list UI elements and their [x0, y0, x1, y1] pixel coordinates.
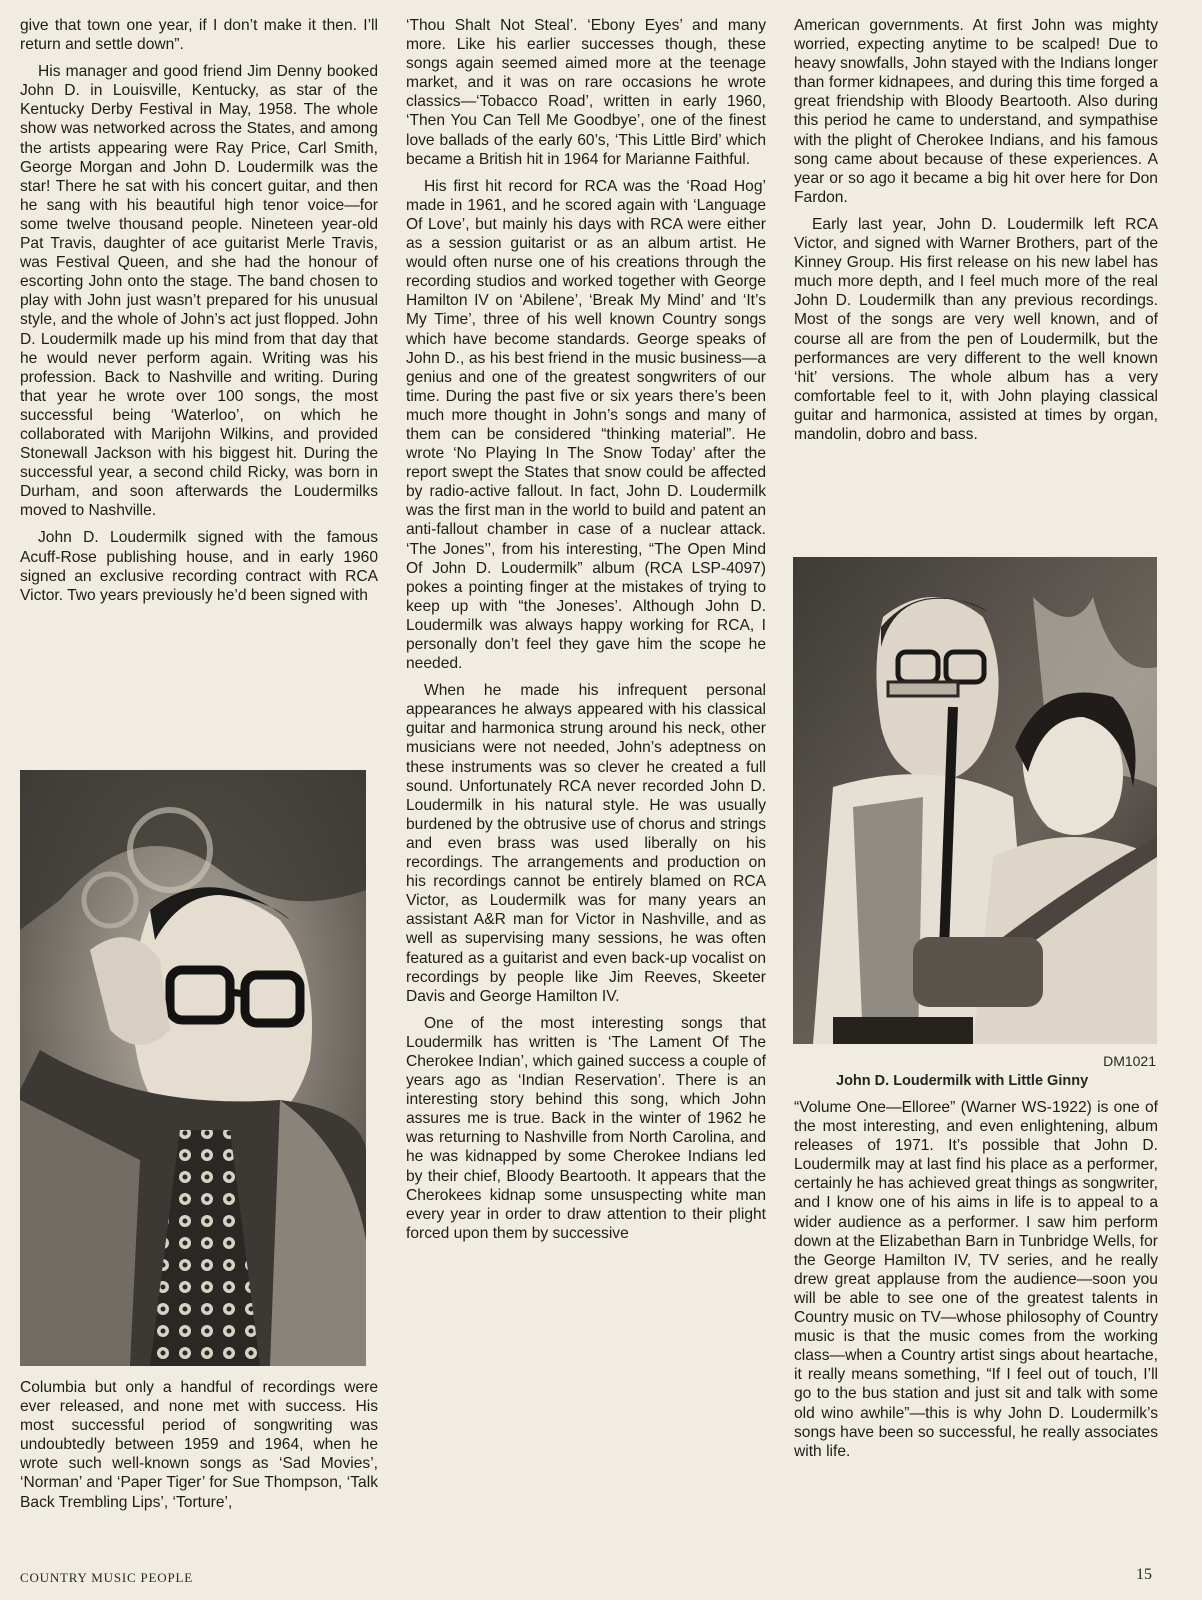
- magazine-name: COUNTRY MUSIC PEOPLE: [20, 1570, 193, 1585]
- column-1-top-text: [20, 16, 378, 613]
- paragraph: American governments. At first John was mighty worried, expecting anytime to be scalped! Due to heavy snowfalls, John stayed with the Indians longer than former kidnapees, and during this time forged a great friendship with Bloody Beartooth. Also during this period he came to understand, and sympathise with the plight of Cherokee Indians, and his famous song came about because of these experiences. A year or so ago it became a big hit over here for Don Fardon.: [794, 17, 1158, 206]
- photo-loudermilk-with-little-ginny-image: [793, 557, 1157, 1044]
- paragraph: Early last year, John D. Loudermilk left RCA Victor, and signed with Warner Brothers, part of the Kinney Group. His first release on his new label has much more depth, and I feel much more of the real John D. Loudermilk than any previous recordings. Most of the songs are very well known, and of course all are from the pen of Loudermilk, but the performances are very different to the well known ‘hit’ versions. The whole album has a very comfortable feel to it, with John playing classical guitar and harmonica, assisted at times by organ, mandolin, dobro and bass.: [794, 215, 1158, 443]
- paragraph: Columbia but only a handful of recordings were ever released, and none met with success. His most successful period of songwriting was undoubtedly between 1959 and 1964, when he wrote such well-known songs as ‘Sad Movies’, ‘Norman’ and ‘Paper Tiger’ for Sue Thompson, ‘Talk Back Trembling Lips’, ‘Torture’,: [20, 1379, 378, 1511]
- photo-man-on-telephone-image: [20, 770, 366, 1366]
- paragraph: One of the most interesting songs that Loudermilk has written is ‘The Lament Of The Cherokee Indian’, which gained success a couple of years ago as ‘Indian Reservation’. There is an interesting story behind this song, which John assures me is true. Back in the winter of 1962 he was returning to Nashville from North Carolina, and he was kidnapped by some Cherokee Indians led by their chief, Bloody Beartooth. It appears that the Cherokees kidnap some unsuspecting white man every year in order to draw attention to their plight forced upon them by successive: [406, 1014, 766, 1242]
- paragraph: When he made his infrequent personal appearances he always appeared with his classical guitar and harmonica strung around his neck, other musicians were not needed, John’s adeptness on these instruments was so clever he created a full sound. Unfortunately RCA never recorded John D. Loudermilk in his natural style. He was usually burdened by the obtrusive use of chorus and strings and even brass was used liberally on his recordings. The arrangements and production on his recordings cannot be entirely blamed on RCA Victor, as Loudermilk was for many years an assistant A&R man for Victor in Nashville, and as well as supervising many sessions, he was often featured as a guitarist and even back-up vocalist on recordings by people like Jim Reeves, Skeeter Davis and George Hamilton IV.: [406, 682, 766, 1005]
- paragraph: ‘Thou Shalt Not Steal’. ‘Ebony Eyes’ and many more. Like his earlier successes though, these songs again seemed aimed more at the teenage market, and it was on rare occasions he wrote classics—‘Tobacco Road’, written in early 1960, ‘Then You Can Tell Me Goodbye’, one of the finest love ballads of the early 60’s, ‘This Little Bird’ which became a British hit in 1964 for Marianne Faithful.: [406, 17, 766, 168]
- paragraph: His first hit record for RCA was the ‘Road Hog’ made in 1961, and he scored again with ‘Language Of Love’, but mainly his days with RCA were either as a session guitarist or as an album artist. He would often nurse one of his creations through the recording studios and worked together with George Hamilton IV on ‘Abilene’, ‘Break My Mind’ and ‘It’s My Time’, three of his well known Country songs which have become standards. George speaks of John D., as his best friend in the music business—a genius and one of the greatest songwriters of our time. During the past five or six years there’s been much more thought in John’s songs and many of them can be considered “thinking material”. He wrote ‘No Playing In The Snow Today’ after the report swept the States that snow could be affected by radio-active fallout. In fact, John D. Loudermilk was the first man in the world to build and patent an anti-fallout chamber in case of a nuclear attack. ‘The Jones’’, from his interesting, “The Open Mind Of John D. Loudermilk” album (RCA LSP-4097) pokes a pointing finger at the mistakes of trying to keep up with “the Joneses’. Although John D. Loudermilk was always happy working for RCA, I personally don’t feel they gave him the scope he needed.: [406, 177, 766, 673]
- photo-code: DM1021: [1103, 1053, 1156, 1069]
- column-1-bottom-text: [20, 1378, 378, 1520]
- paragraph: “Volume One—Elloree” (Warner WS-1922) is one of the most interesting, and even enlightening, album releases of 1971. It’s possible that John D. Loudermilk may at last find his place as a performer, certainly he has achieved great things as songwriter, and I know one of his aims in life is to appeal to a wider audience as a performer. I saw him perform down at the Elizabethan Barn in Tunbridge Wells, for the George Hamilton IV, TV series, and he really drew great applause from the audience—soon you will be able to see one of the greatest talents in Country music on TV—whose philosophy of Country music is that the music comes from the working class—when a Country artist sings about heartache, it really means something, “If I feel out of touch, I’ll go to the bus station and just sit and talk with some old wino awhile”—this is why John D. Loudermilk’s songs have been so successful, he really associates with life.: [794, 1099, 1158, 1460]
- column-3-bottom-text: [794, 1098, 1158, 1469]
- paragraph: His manager and good friend Jim Denny booked John D. in Louisville, Kentucky, as star of the Kentucky Derby Festival in May, 1958. The whole show was networked across the States, and among the artists appearing were Ray Price, Carl Smith, George Morgan and John D. Loudermilk was the star! There he sat with his concert guitar, and then he sang with his beautiful high tenor voice—for some twelve thousand people. Nineteen year-old Pat Travis, daughter of ace guitarist Merle Travis, was Festival Queen, and she had the honour of escorting John onto the stage. The band chosen to play with John just wasn’t prepared for his unusual style, and the whole of John’s act just flopped. John D. Loudermilk made up his mind from that day that he would never perform again. Writing was his profession. Back to Nashville and writing. During that year he wrote over 100 songs, the most successful being ‘Waterloo’, on which he collaborated with Marijohn Wilkins, and provided Stonewall Jackson with his biggest hit. During the successful year, a second child Ricky, was born in Durham, and soon afterwards the Loudermilks moved to Nashville.: [20, 63, 378, 520]
- photo-loudermilk-with-little-ginny: [793, 557, 1157, 1044]
- photo-man-on-telephone: [20, 770, 366, 1366]
- paragraph: John D. Loudermilk signed with the famous Acuff-Rose publishing house, and in early 1960 signed an exclusive recording contract with RCA Victor. Two years previously he’d been signed with: [20, 529, 378, 604]
- paragraph: give that town one year, if I don’t make it then. I’ll return and settle down”.: [20, 17, 378, 54]
- column-3-top-text: [794, 16, 1158, 452]
- column-2-text: [406, 16, 766, 1251]
- page-number: 15: [1136, 1566, 1152, 1583]
- photo-caption: John D. Loudermilk with Little Ginny: [836, 1073, 1089, 1089]
